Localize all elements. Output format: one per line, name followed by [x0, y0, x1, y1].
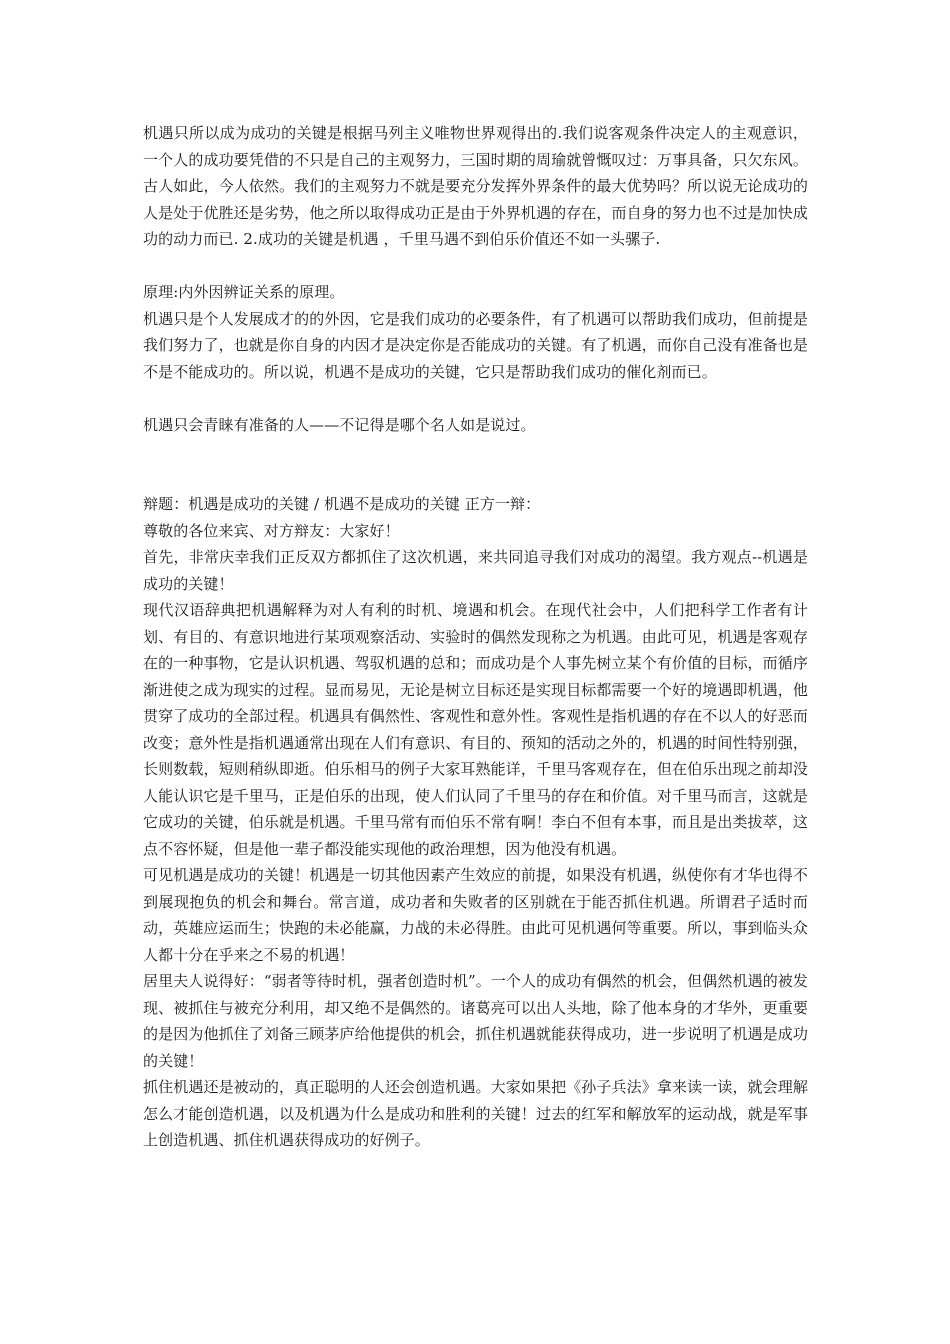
paragraph-definition: 现代汉语辞典把机遇解释为对人有利的时机、境遇和机会。在现代社会中，人们把科学工作者有计划、有目的、有意识地进行某项观察活动、实验时的偶然发现称之为机遇。由此可见，机遇是客观存在的一种事物，它是认识机遇、驾驭机遇的总和；而成功是个人事先树立某个有价值的目标，而循序渐进使之成为现实的过程。显而易见，无论是树立目标还是实现目标都需要一个好的境遇即机遇，他贯穿了成功的全部过程。机遇具有偶然性、客观性和意外性。客观性是指机遇的存在不以人的好恶而改变；意外性是指机遇通常出现在人们有意识、有目的、预知的活动之外的，机遇的时间性特别强，长则数载，短则稍纵即逝。伯乐相马的例子大家耳熟能详，千里马客观存在，但在伯乐出现之前却没人能认识它是千里马，正是伯乐的出现，使人们认同了千里马的存在和价值。对千里马而言，这就是它成功的关键，伯乐就是机遇。千里马常有而伯乐不常有啊！李白不但有本事，而且是出类拔萃，这点不容怀疑，但是他一辈子都没能实现他的政治理想，因为他没有机遇。: [143, 601, 808, 858]
document-body: [143, 120, 808, 1154]
paragraph-quote: 机遇只会青睐有准备的人——不记得是哪个名人如是说过。: [143, 415, 536, 434]
paragraph-debate-topic: 辩题：机遇是成功的关键 / 机遇不是成功的关键 正方一辩：: [143, 495, 541, 513]
paragraph-external-cause: 机遇只是个人发展成才的的外因，它是我们成功的必要条件，有了机遇可以帮助我们成功，但前提是我们努力了，也就是你自身的内因才是决定你是否能成功的关键。有了机遇，而你自己没有准备也是不是不能成功的。所以说，机遇不是成功的关键，它只是帮助我们成功的催化剂而已。: [143, 309, 808, 381]
paragraph-create-opportunity: 抓住机遇还是被动的，真正聪明的人还会创造机遇。大家如果把《孙子兵法》拿来读一读，就会理解怎么才能创造机遇，以及机遇为什么是成功和胜利的关键！过去的红军和解放军的运动战，就是军事上创造机遇、抓住机遇获得成功的好例子。: [143, 1078, 808, 1149]
paragraph-greeting: 尊敬的各位来宾、对方辩友：大家好！: [143, 521, 400, 540]
paragraph-importance: 可见机遇是成功的关键！机遇是一切其他因素产生效应的前提，如果没有机遇，纵使你有才华也得不到展现抱负的机会和舞台。常言道，成功者和失败者的区别就在于能否抓住机遇。所谓君子适时而动，英雄应运而生；快跑的未必能赢，力战的未必得胜。由此可见机遇何等重要。所以，事到临头众人都十分在乎来之不易的机遇！: [143, 866, 808, 964]
paragraph-spacer: [143, 253, 808, 280]
paragraph-opportunity-key: 机遇只所以成为成功的关键是根据马列主义唯物世界观得出的.我们说客观条件决定人的主观意识，一个人的成功要凭借的不只是自己的主观努力，三国时期的周瑜就曾慨叹过：万事具备，只欠东风。古人如此，今人依然。我们的主观努力不就是要充分发挥外界条件的最大优势吗？所以说无论成功的人是处于优胜还是劣势，他之所以取得成功正是由于外界机遇的存在，而自身的努力也不过是加快成功的动力而已. 2.成功的关键是机遇 ，千里马遇不到伯乐价值还不如一头骡子.: [143, 124, 808, 248]
paragraph-spacer: [143, 438, 808, 491]
paragraph-spacer: [143, 385, 808, 412]
paragraph-principle: 原理:内外因辨证关系的原理。: [143, 283, 345, 301]
paragraph-opening: 首先，非常庆幸我们正反双方都抓住了这次机遇，来共同追寻我们对成功的渴望。我方观点--机遇是成功的关键！: [143, 548, 808, 593]
paragraph-curie: 居里夫人说得好：“弱者等待时机，强者创造时机”。一个人的成功有偶然的机会，但偶然机遇的被发现、被抓住与被充分利用，却又绝不是偶然的。诸葛亮可以出人头地，除了他本身的才华外，更重要的是因为他抓住了刘备三顾茅庐给他提供的机会，抓住机遇就能获得成功，进一步说明了机遇是成功的关键！: [143, 972, 808, 1070]
